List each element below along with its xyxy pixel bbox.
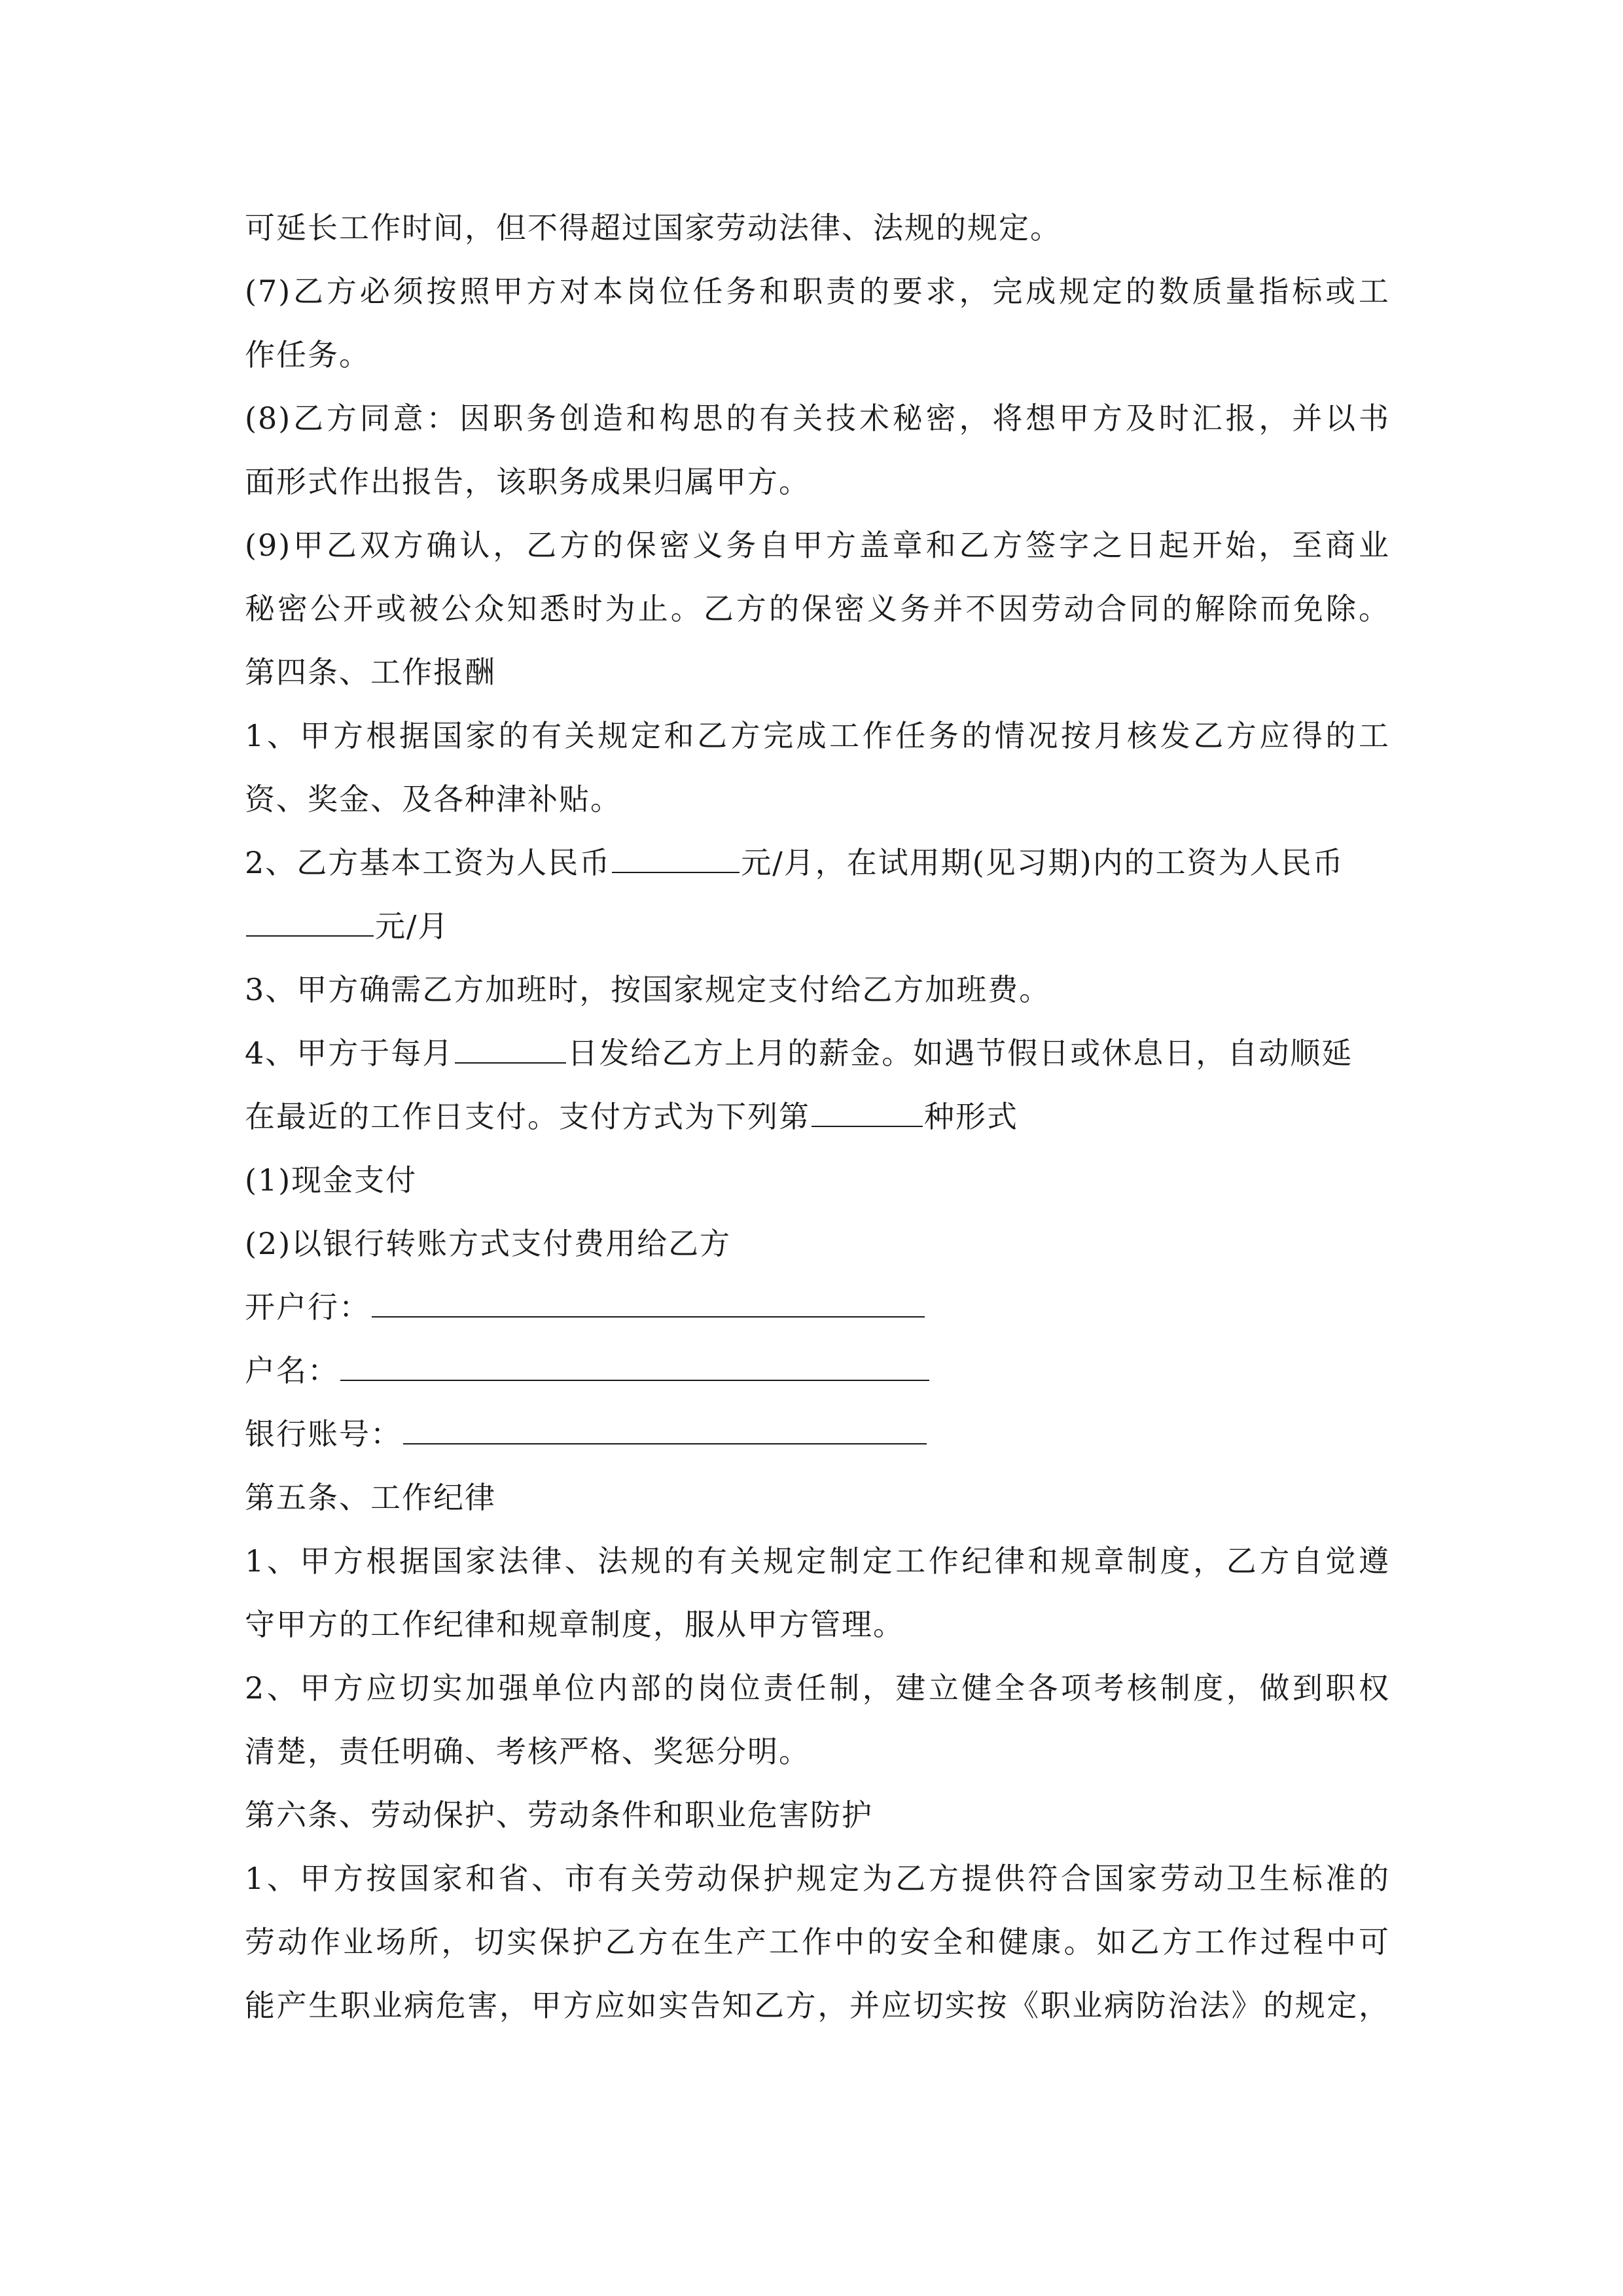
text-line: 2、甲方应切实加强单位内部的岗位责任制，建立健全各项考核制度，做到职权 [245,1670,1390,1706]
payday-text-4: 种形式 [924,1099,1018,1134]
payday-text-3: 在最近的工作日支付。支付方式为下列第 [245,1099,810,1134]
bank-name-line [245,1276,1390,1339]
text-line: (8)乙方同意：因职务创造和构思的有关技术秘密，将想甲方及时汇报，并以书 [245,401,1390,436]
text-line: 清楚，责任明确、考核严格、奖惩分明。 [245,1734,810,1769]
text-line: 守甲方的工作纪律和规章制度，服从甲方管理。 [245,1607,904,1642]
pay-option-bank: (2)以银行转账方式支付费用给乙方 [245,1226,732,1261]
payday-line-2 [245,1085,1390,1149]
payday-text-1: 4、甲方于每月 [245,1035,454,1071]
overtime-line: 3、甲方确需乙方加班时，按国家规定支付给乙方加班费。 [245,972,1051,1007]
text-line: (9)甲乙双方确认，乙方的保密义务自甲方盖章和乙方签字之日起开始，至商业 [245,528,1390,563]
text-line: 资、奖金、及各种津补贴。 [245,781,622,817]
text-line: 作任务。 [245,337,370,372]
basic-salary-blank[interactable] [612,842,740,873]
section-heading: 第六条、劳动保护、劳动条件和职业危害防护 [245,1797,873,1833]
account-number-label: 银行账号： [245,1416,402,1452]
salary-text-1: 2、乙方基本工资为人民币 [245,845,611,880]
account-name-blank[interactable] [340,1350,929,1381]
text-line: 1、甲方按国家和省、市有关劳动保护规定为乙方提供符合国家劳动卫生标准的 [245,1861,1390,1896]
text-line: 1、甲方根据国家的有关规定和乙方完成工作任务的情况按月核发乙方应得的工 [245,718,1390,753]
account-name-label: 户名： [245,1353,339,1388]
probation-salary-blank[interactable] [246,905,374,937]
text-line: 劳动作业场所，切实保护乙方在生产工作中的安全和健康。如乙方工作过程中可 [245,1924,1390,1960]
payment-method-blank[interactable] [812,1096,923,1127]
text-line: 能产生职业病危害，甲方应如实告知乙方，并应切实按《职业病防治法》的规定， [245,1988,1390,2023]
account-name-line [245,1339,1390,1403]
salary-line-2 [245,895,1390,958]
account-number-line [245,1403,1390,1466]
text-line: 可延长工作时间，但不得超过国家劳动法律、法规的规定。 [245,210,1061,245]
text-line: 面形式作出报告，该职务成果归属甲方。 [245,464,810,499]
text-line: 1、甲方根据国家法律、法规的有关规定制定工作纪律和规章制度，乙方自觉遵 [245,1543,1390,1579]
section-heading: 第五条、工作纪律 [245,1480,496,1515]
pay-option-cash: (1)现金支付 [245,1162,418,1198]
bank-name-blank[interactable] [372,1286,925,1318]
payday-line [245,1022,1390,1085]
account-number-blank[interactable] [403,1413,927,1444]
text-line: 秘密公开或被公众知悉时为止。乙方的保密义务并不因劳动合同的解除而免除。 [245,591,1390,626]
salary-line [245,831,1390,895]
salary-text-3: 元/月 [375,908,450,944]
section-heading: 第四条、工作报酬 [245,655,496,690]
salary-text-2: 元/月，在试用期(见习期)内的工资为人民币 [741,845,1344,880]
text-line: (7)乙方必须按照甲方对本岗位任务和职责的要求，完成规定的数质量指标或工 [245,274,1390,309]
payday-text-2: 日发给乙方上月的薪金。如遇节假日或休息日，自动顺延 [567,1035,1353,1071]
bank-name-label: 开户行： [245,1289,370,1325]
document-body [245,196,1390,2037]
payday-blank[interactable] [455,1032,566,1064]
